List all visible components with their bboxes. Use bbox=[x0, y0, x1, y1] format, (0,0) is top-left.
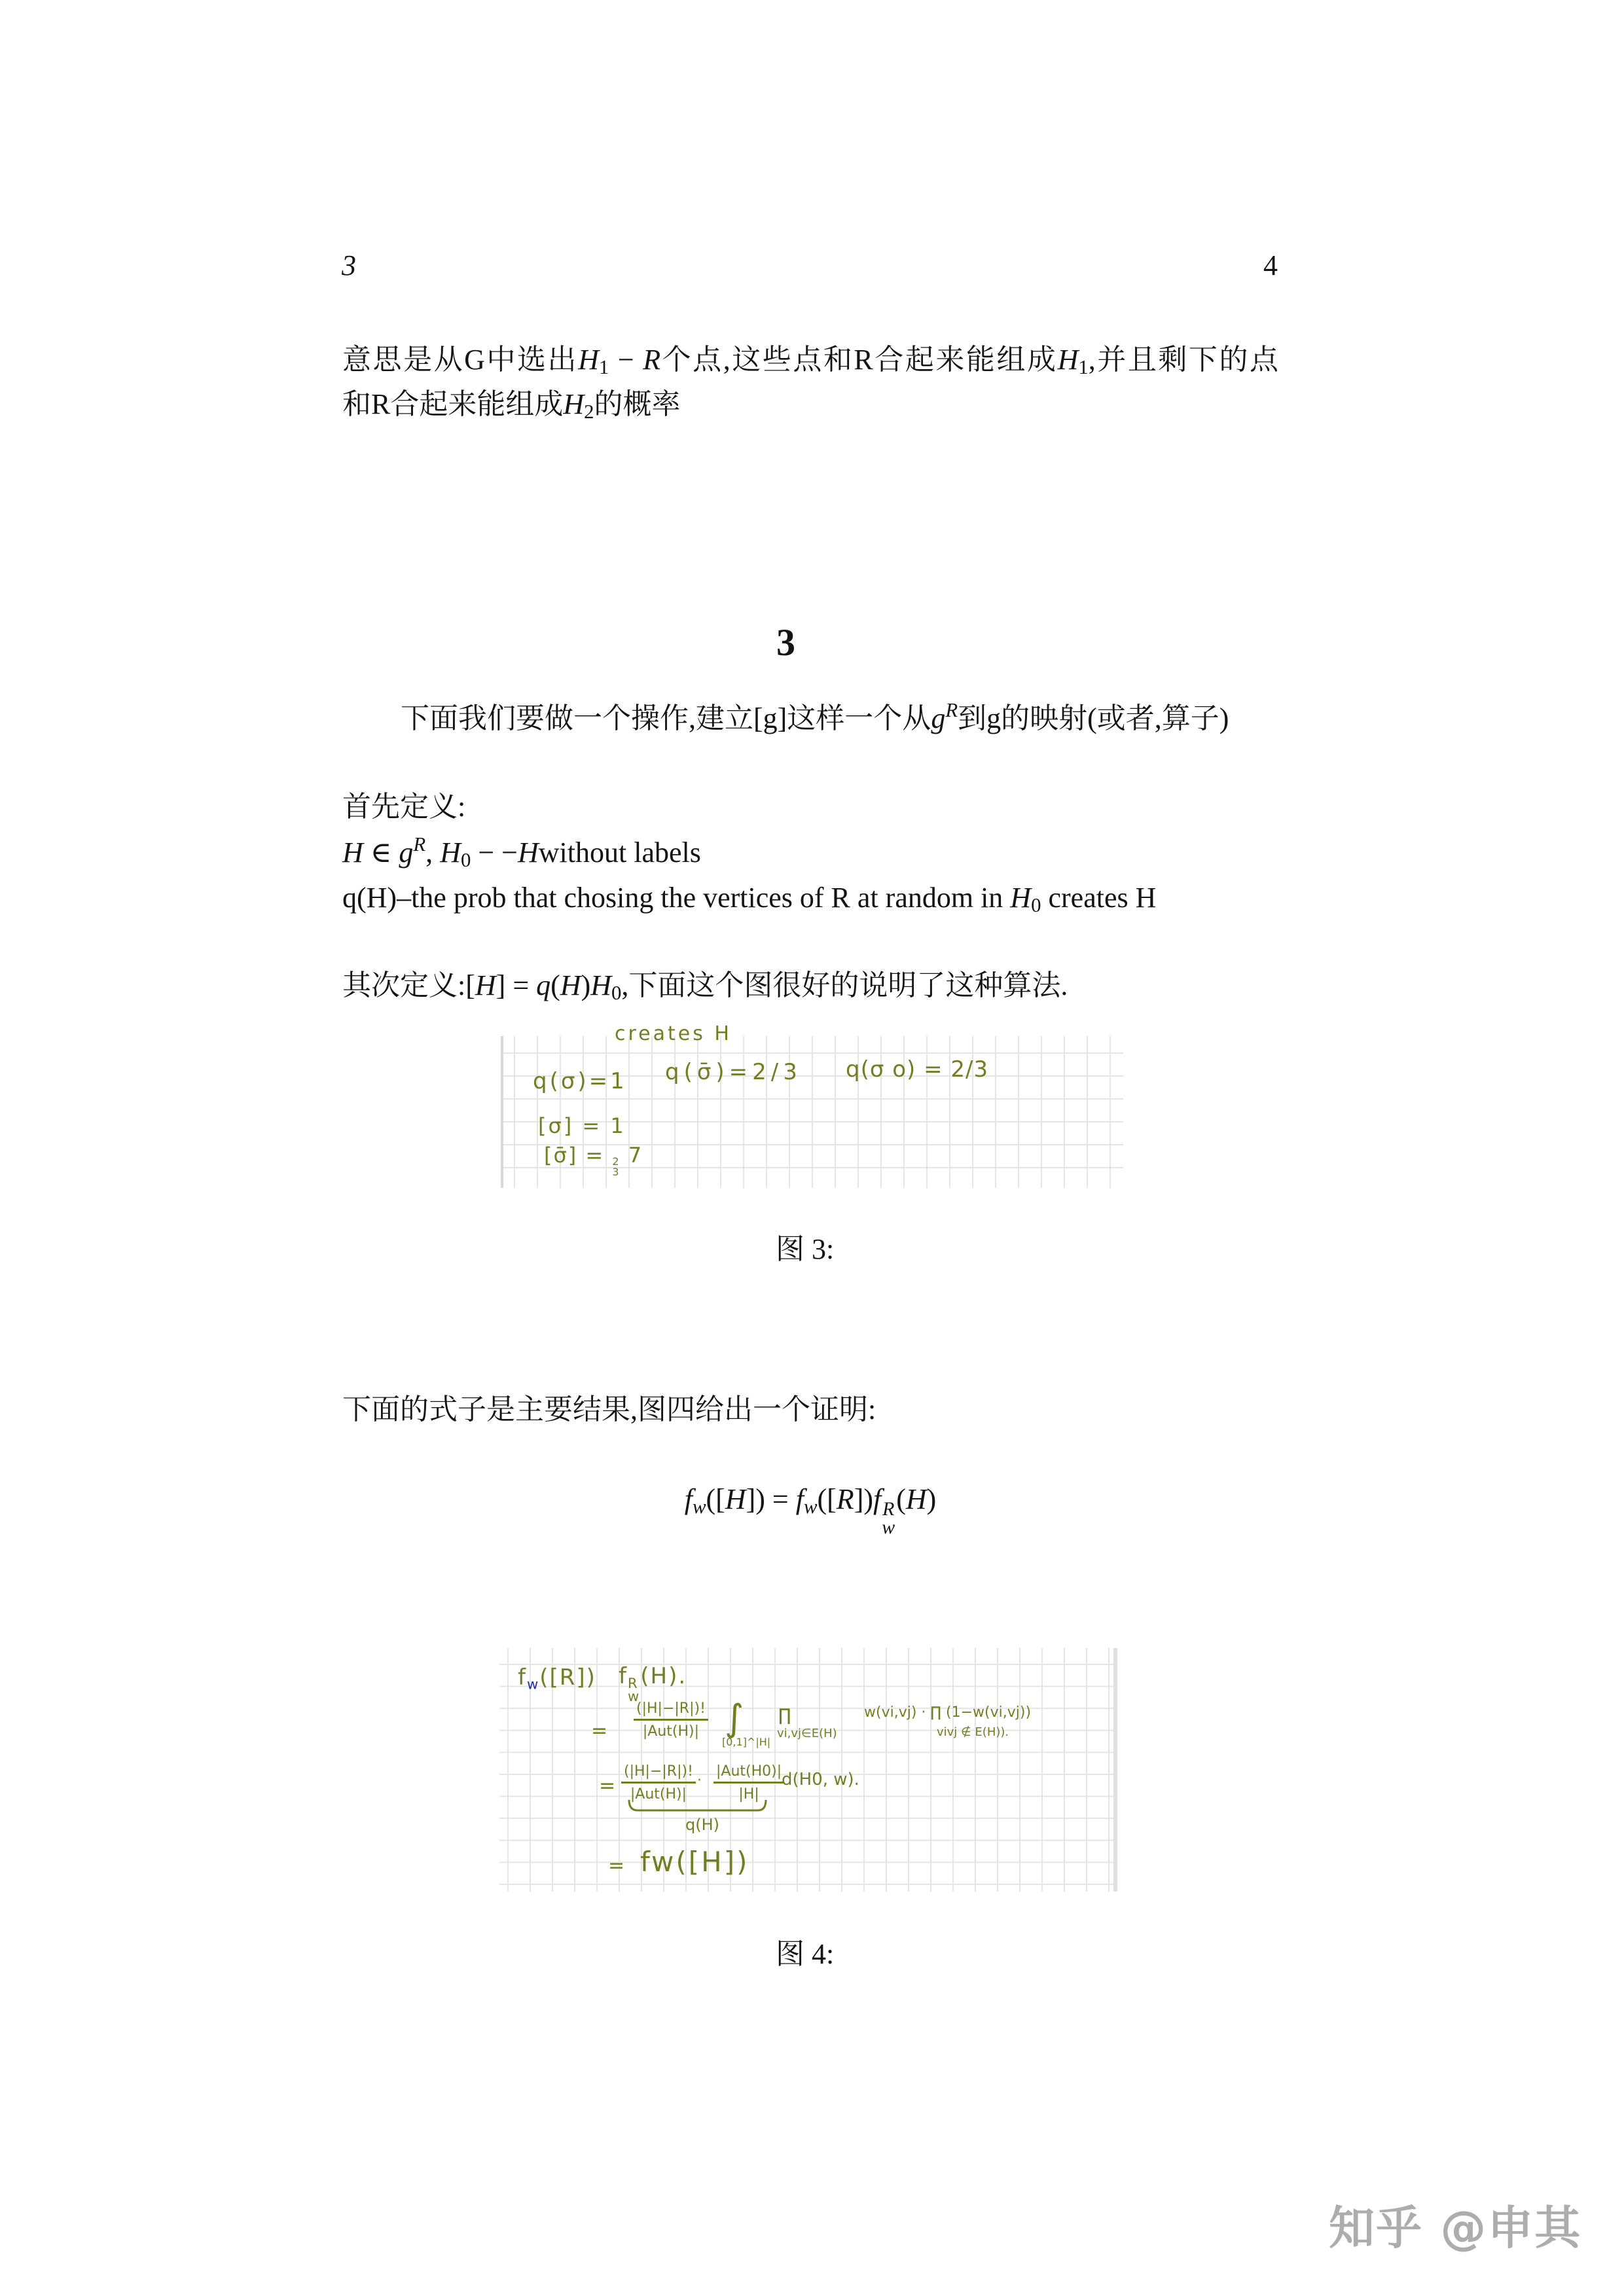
math-var: H bbox=[578, 344, 599, 376]
fraction-denominator: |H| bbox=[738, 1786, 759, 1803]
math-subscript: 0 bbox=[460, 848, 471, 871]
math-operator: , bbox=[425, 836, 441, 869]
underbrace-icon bbox=[627, 1799, 768, 1814]
handwriting-sup-sub bbox=[628, 1677, 640, 1703]
text: q(H)–the prob that chosing the vertices of R at random in bbox=[342, 882, 1011, 914]
handwriting-superscript: R bbox=[627, 1675, 639, 1692]
math-var: g bbox=[931, 702, 946, 734]
math-superscript: R bbox=[945, 699, 958, 722]
main-result-intro: 下面的式子是主要结果,图四给出一个证明: bbox=[342, 1393, 876, 1426]
math-operator: ∈ bbox=[363, 836, 399, 869]
fraction-numerator: 2 bbox=[612, 1155, 621, 1168]
proof-eq3-result: fw([H]) bbox=[640, 1846, 749, 1878]
proof-eq2-equals: = bbox=[599, 1774, 616, 1797]
handwriting-fraction bbox=[612, 1157, 620, 1177]
math-operator: − bbox=[609, 344, 643, 376]
handwriting-fraction bbox=[713, 1765, 784, 1802]
proof-line-1-fw-R bbox=[518, 1666, 596, 1691]
handwriting-q-sigma: q(σ)=1 bbox=[533, 1068, 627, 1094]
main-result-formula bbox=[342, 1485, 1278, 1537]
math-operator: ] = bbox=[496, 969, 537, 1001]
first-definition-label: 首先定义: bbox=[342, 791, 466, 823]
intro-paragraph-line-1 bbox=[342, 344, 1278, 378]
proof-eq3-equals: = bbox=[608, 1854, 625, 1877]
proof-eq2-fraction-1 bbox=[621, 1765, 696, 1802]
math-var: H bbox=[590, 969, 612, 1001]
second-definition bbox=[342, 969, 1068, 1004]
fraction-numerator: (|H|−|R|)! bbox=[634, 1702, 708, 1721]
product-sign-icon: ∏ bbox=[778, 1706, 791, 1725]
text: 其次定义:[ bbox=[342, 969, 475, 1001]
handwriting-text: f bbox=[619, 1663, 628, 1689]
proof-eq2-dot: · bbox=[697, 1772, 702, 1789]
handwriting-text: f bbox=[518, 1664, 527, 1691]
handwriting-q-sigma-bar: q(σ̄)=2/3 bbox=[665, 1059, 802, 1085]
handwriting-text: 7 bbox=[620, 1143, 643, 1168]
proof-product-subscript-nonedges: vivj ∉ E(H)). bbox=[937, 1725, 1009, 1739]
math-var: H bbox=[1057, 344, 1079, 376]
fraction-numerator: |Aut(H0)| bbox=[713, 1765, 784, 1784]
math-var: H bbox=[1010, 882, 1032, 914]
handwriting-bracket-sigma-bar bbox=[544, 1145, 643, 1177]
math-var: R bbox=[643, 344, 661, 376]
definition-q-of-h bbox=[342, 882, 1157, 916]
handwriting-text: (H). bbox=[640, 1663, 687, 1689]
math-operator: ( bbox=[550, 969, 560, 1001]
math-operator: ]) = bbox=[746, 1483, 796, 1515]
math-var: f bbox=[873, 1483, 882, 1515]
math-subscript: 0 bbox=[611, 981, 622, 1004]
math-var: q bbox=[536, 969, 551, 1001]
math-var: H bbox=[563, 388, 585, 420]
math-sup-sub bbox=[882, 1500, 895, 1537]
math-operator: ]) bbox=[854, 1483, 873, 1515]
math-operator: ) bbox=[926, 1483, 937, 1515]
intro-paragraph-line-2 bbox=[342, 388, 681, 423]
running-header-left-page-number: 3 bbox=[342, 249, 356, 281]
math-operator: − − bbox=[471, 836, 518, 869]
text: 意思是从G中选出 bbox=[342, 344, 579, 376]
handwriting-q-sigma-o: q(σ o) = 2/3 bbox=[846, 1056, 989, 1083]
math-operator: ([ bbox=[706, 1483, 725, 1515]
math-subscript: 1 bbox=[598, 355, 609, 378]
figure-3-caption: 图 3: bbox=[776, 1233, 835, 1265]
math-subscript: w bbox=[692, 1495, 706, 1518]
text: 和R合起来能组成 bbox=[342, 388, 564, 420]
handwriting-bracket-sigma: [σ] = 1 bbox=[538, 1113, 626, 1138]
text: creates H bbox=[1041, 882, 1157, 914]
proof-eq2-density: d(H0, w). bbox=[782, 1770, 859, 1789]
proof-integral-domain: [0,1]^|H| bbox=[722, 1736, 771, 1748]
section-heading: 3 bbox=[776, 621, 795, 664]
figure-3-handwritten-image bbox=[501, 1022, 1123, 1188]
integral-sign-icon: ∫ bbox=[725, 1697, 744, 1740]
zhihu-watermark: 知乎 @申其 bbox=[1329, 2201, 1582, 2255]
fraction-denominator: 3 bbox=[612, 1166, 621, 1178]
handwriting-fraction bbox=[634, 1702, 708, 1739]
handwriting-fraction bbox=[621, 1765, 696, 1802]
figure-4-handwritten-proof-image bbox=[499, 1648, 1117, 1892]
math-subscript: 0 bbox=[1031, 893, 1041, 916]
math-var: g bbox=[399, 836, 414, 869]
math-operator: ( bbox=[896, 1483, 906, 1515]
text: 的概率 bbox=[594, 388, 681, 420]
math-subscript: w bbox=[803, 1495, 818, 1518]
figure-4-caption: 图 4: bbox=[776, 1938, 835, 1970]
running-header-right-page-number: 4 bbox=[1263, 249, 1278, 281]
math-var: H bbox=[725, 1483, 746, 1515]
math-subscript: w bbox=[882, 1516, 895, 1538]
math-subscript: 2 bbox=[584, 400, 594, 423]
fraction-denominator: |Aut(H)| bbox=[642, 1723, 700, 1740]
math-var: H bbox=[560, 969, 581, 1001]
text: 下面我们要做一个操作,建立[g]这样一个从 bbox=[401, 702, 931, 734]
handwriting-text: [σ̄] = bbox=[544, 1143, 613, 1168]
handwriting-subscript: w bbox=[627, 1688, 641, 1705]
fraction-numerator: (|H|−|R|)! bbox=[621, 1765, 696, 1784]
math-var: H bbox=[518, 836, 539, 869]
handwriting-top-fragment: creates H bbox=[615, 1022, 732, 1045]
text: 个点,这些点和R合起来能组成 bbox=[660, 344, 1058, 376]
handwriting-text: ([R]) bbox=[539, 1664, 596, 1691]
handwriting-blue-subscript: w bbox=[526, 1676, 540, 1693]
math-operator: ) bbox=[581, 969, 591, 1001]
math-var: H bbox=[440, 836, 461, 869]
definition-h-in-gR bbox=[342, 833, 701, 871]
text: without labels bbox=[538, 836, 701, 869]
proof-eq1-equals: = bbox=[591, 1719, 608, 1742]
math-var: R bbox=[836, 1483, 854, 1515]
math-operator: ([ bbox=[817, 1483, 837, 1515]
math-var: H bbox=[475, 969, 496, 1001]
proof-eq1-fraction bbox=[634, 1702, 708, 1739]
math-subscript: 1 bbox=[1078, 355, 1089, 378]
proof-line-1-fRw-H bbox=[619, 1665, 687, 1703]
proof-eq2-fraction-2 bbox=[713, 1765, 784, 1802]
math-var: f bbox=[795, 1483, 804, 1515]
proof-underbrace-label: q(H) bbox=[685, 1816, 720, 1834]
math-superscript: R bbox=[882, 1498, 895, 1520]
section-intro-paragraph bbox=[401, 699, 1229, 734]
proof-eq1-weight-terms: w(vi,vj) · ∏ (1−w(vi,vj)) bbox=[864, 1704, 1032, 1721]
text: ,并且剩下的点 bbox=[1088, 344, 1278, 376]
text: 到g的映射(或者,算子) bbox=[958, 702, 1229, 734]
text: ,下面这个图很好的说明了这种算法. bbox=[621, 969, 1068, 1001]
fraction-denominator: |Aut(H)| bbox=[630, 1786, 687, 1803]
math-superscript: R bbox=[413, 833, 426, 856]
math-var: H bbox=[342, 836, 363, 869]
proof-product-subscript-edges: vi,vj∈E(H) bbox=[777, 1727, 837, 1740]
math-var: f bbox=[684, 1483, 693, 1515]
math-var: H bbox=[905, 1483, 927, 1515]
